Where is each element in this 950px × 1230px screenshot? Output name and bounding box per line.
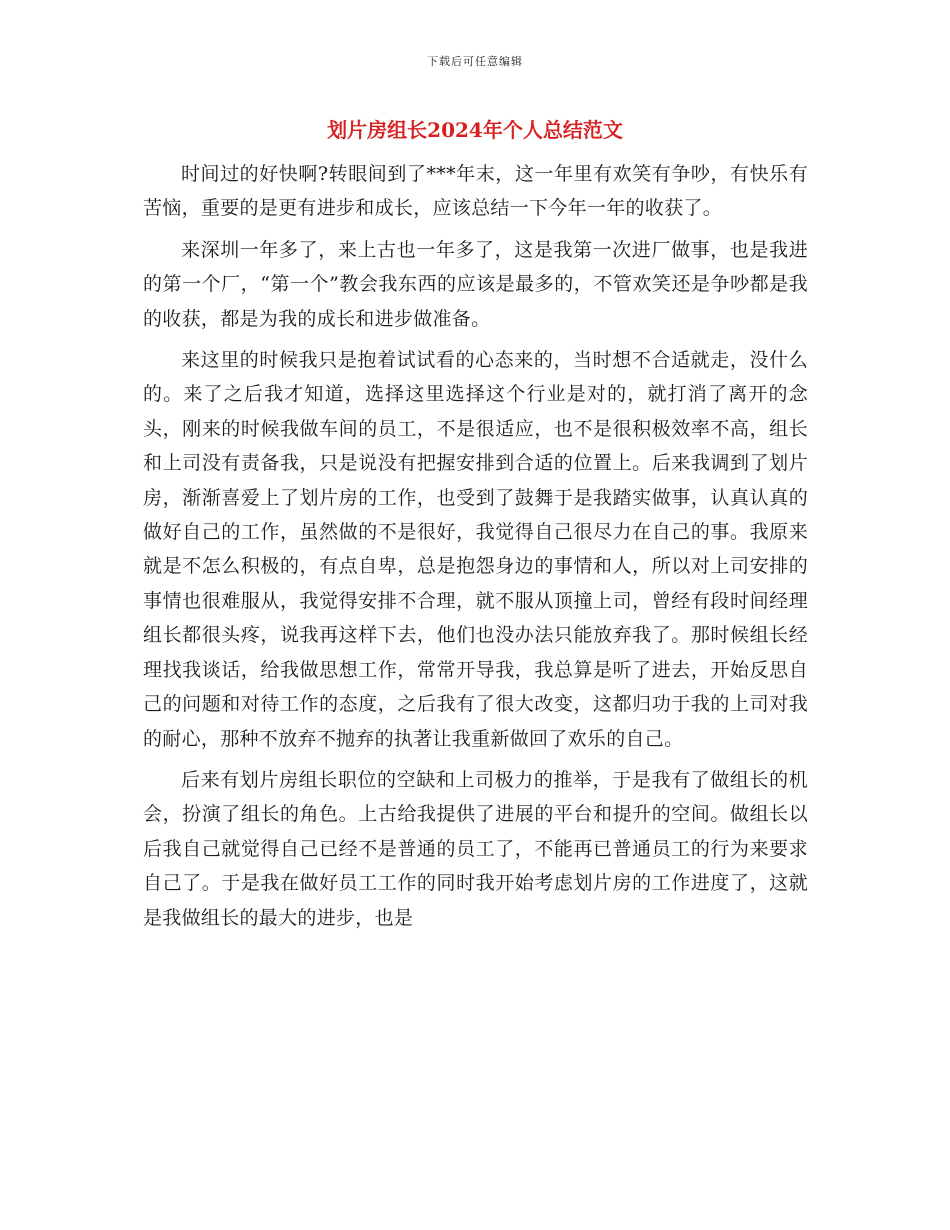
paragraph: 来这里的时候我只是抱着试试看的心态来的，当时想不合适就走，没什么的。来了之后我才知道，选择这里选择这个行业是对的，就打消了离开的念头，刚来的时候我做车间的员工，不是很适应，也不是很积极效率不高，组长和上司没有责备我，只是说没有把握安排到合适的位置上。后来我调到了划片房，渐渐喜爱上了划片房的工作，也受到了鼓舞于是我踏实做事，认真认真的做好自己的工作，虽然做的不是很好，我觉得自己很尽力在自己的事。我原来就是不怎么积极的，有点自卑，总是抱怨身边的事情和人，所以对上司安排的事情也很难服从，我觉得安排不合理，就不服从顶撞上司，曾经有段时间经理组长都很头疼，说我再这样下去，他们也没办法只能放弃我了。那时候组长经理找我谈话，给我做思想工作，常常开导我，我总算是听了进去，开始反思自己的问题和对待工作的态度，之后我有了很大改变，这都归功于我的上司对我的耐心，那种不放弃不抛弃的执著让我重新做回了欢乐的自己。 xyxy=(143,349,808,750)
paragraph: 来深圳一年多了，来上古也一年多了，这是我第一次进厂做事，也是我进的第一个厂，“第一个”教会我东西的应该是最多的，不管欢笑还是争吵都是我的收获，都是为我的成长和进步做准备。 xyxy=(143,238,808,330)
document-title: 划片房组长2024年个人总结范文 xyxy=(327,118,623,142)
header-note: 下载后可任意编辑 xyxy=(427,55,523,68)
paragraph: 后来有划片房组长职位的空缺和上司极力的推举，于是我有了做组长的机会，扮演了组长的角色。上古给我提供了进展的平台和提升的空间。做组长以后我自己就觉得自己已经不是普通的员工了，不能再已普通员工的行为来要求自己了。于是我在做好员工工作的同时我开始考虑划片房的工作进度了，这就是我做组长的最大的进步，也是 xyxy=(143,768,808,929)
document-body xyxy=(143,157,808,942)
paragraph: 时间过的好快啊?转眼间到了***年末，这一年里有欢笑有争吵，有快乐有苦恼，重要的是更有进步和成长，应该总结一下今年一年的收获了。 xyxy=(143,163,808,220)
